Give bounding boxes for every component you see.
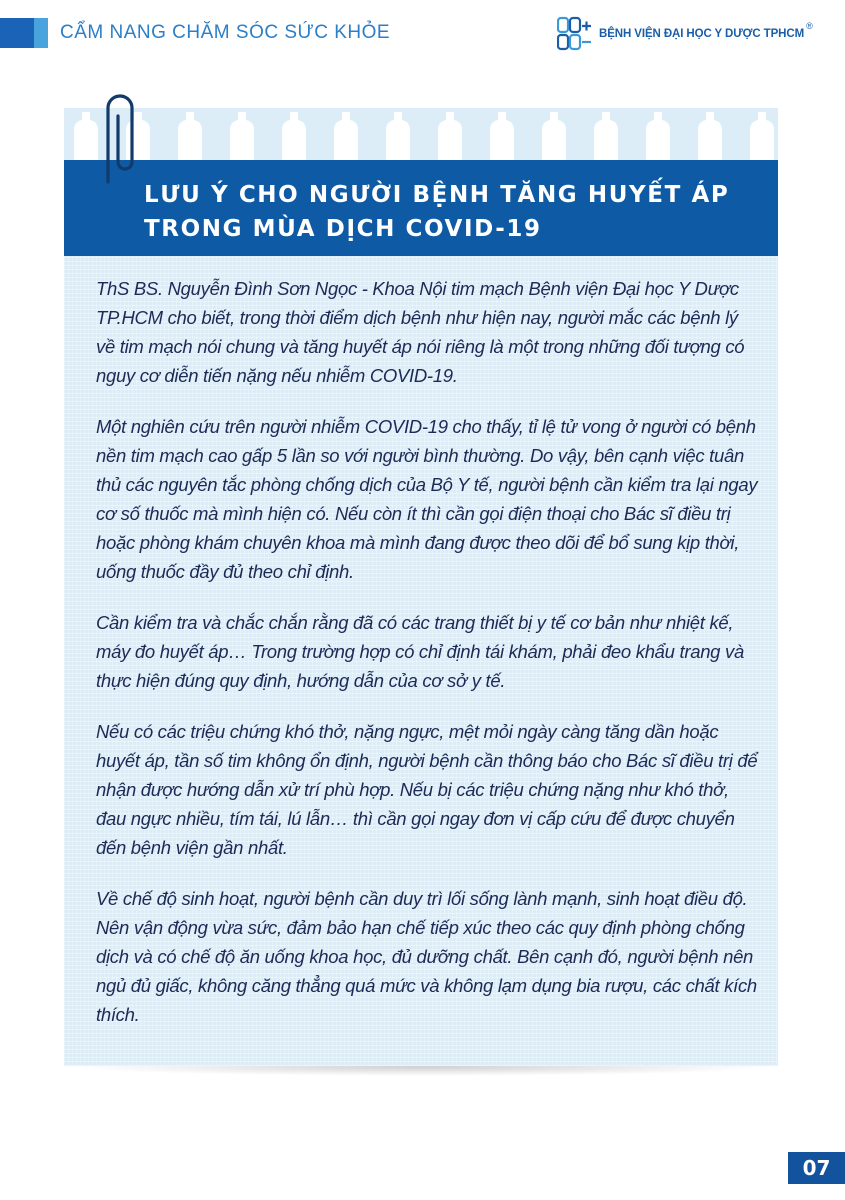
bottle-pattern bbox=[64, 108, 778, 160]
article-title-line-2: TRONG MÙA DỊCH COVID-19 bbox=[144, 216, 542, 242]
hospital-name: BỆNH VIỆN ĐẠI HỌC Y DƯỢC TPHCM bbox=[599, 28, 805, 40]
header-accent-dark bbox=[0, 18, 34, 48]
article-paragraph: ThS BS. Nguyễn Đình Sơn Ngọc - Khoa Nội tim mạch Bệnh viện Đại học Y Dược TP.HCM cho biết, trong thời điểm dịch bệnh như hiện nay, người mắc các bệnh lý về tim mạch nói chung và tăng huyết áp nói riêng là một trong những đối tượng có nguy cơ diễn tiến nặng nếu nhiễm COVID-19. bbox=[96, 278, 745, 386]
article-paragraph: Cần kiểm tra và chắc chắn rằng đã có các trang thiết bị y tế cơ bản như nhiệt kế, máy đo huyết áp… Trong trường hợp có chỉ định tái khám, phải đeo khẩu trang và thực hiện đúng quy định, hướng dẫn của cơ sở y tế. bbox=[96, 612, 744, 691]
article-paragraph: Một nghiên cứu trên người nhiễm COVID-19 cho thấy, tỉ lệ tử vong ở người có bệnh nền tim mạch cao gấp 5 lần so với người bình thường. Do vậy, bên cạnh việc tuân thủ các nguyên tắc phòng chống dịch của Bộ Y tế, người bệnh cần kiểm tra lại ngay cơ số thuốc mà mình hiện có. Nếu còn ít thì cần gọi điện thoại cho Bác sĩ điều trị hoặc phòng khám chuyên khoa mà mình đang được theo dõi để bổ sung kịp thời, uống thuốc đầy đủ theo chỉ định. bbox=[96, 416, 758, 582]
hospital-logo bbox=[557, 16, 813, 52]
header-accent-light bbox=[34, 18, 48, 48]
page-number: 07 bbox=[788, 1152, 845, 1184]
article-title bbox=[144, 178, 764, 246]
article-paragraph: Nếu có các triệu chứng khó thở, nặng ngực, mệt mỏi ngày càng tăng dần hoặc huyết áp, tần số tim không ổn định, người bệnh cần thông báo cho Bác sĩ điều trị để nhận được hướng dẫn xử trí phù hợp. Nếu bị các triệu chứng nặng như khó thở, đau ngực nhiều, tím tái, lú lẫn… thì cần gọi ngay đơn vị cấp cứu để được chuyển đến bệnh viện gần nhất. bbox=[96, 721, 758, 858]
publication-title: CẨM NANG CHĂM SÓC SỨC KHỎE bbox=[60, 22, 391, 43]
hospital-logo-icon bbox=[557, 16, 593, 52]
article-paragraph: Về chế độ sinh hoạt, người bệnh cần duy trì lối sống lành mạnh, sinh hoạt điều độ. Nên vận động vừa sức, đảm bảo hạn chế tiếp xúc theo các quy định phòng chống dịch và có chế độ ăn uống khoa học, đủ dưỡng chất. Bên cạnh đó, người bệnh nên ngủ đủ giấc, không căng thẳng quá mức và không lạm dụng bia rượu, các chất kích thích. bbox=[96, 888, 757, 1025]
article-title-line-1: LƯU Ý CHO NGƯỜI BỆNH TĂNG HUYẾT ÁP bbox=[144, 182, 730, 208]
paperclip-icon bbox=[96, 92, 136, 188]
registered-mark: ® bbox=[806, 21, 813, 31]
article-body bbox=[96, 274, 760, 1051]
header-accent-block bbox=[0, 18, 48, 48]
